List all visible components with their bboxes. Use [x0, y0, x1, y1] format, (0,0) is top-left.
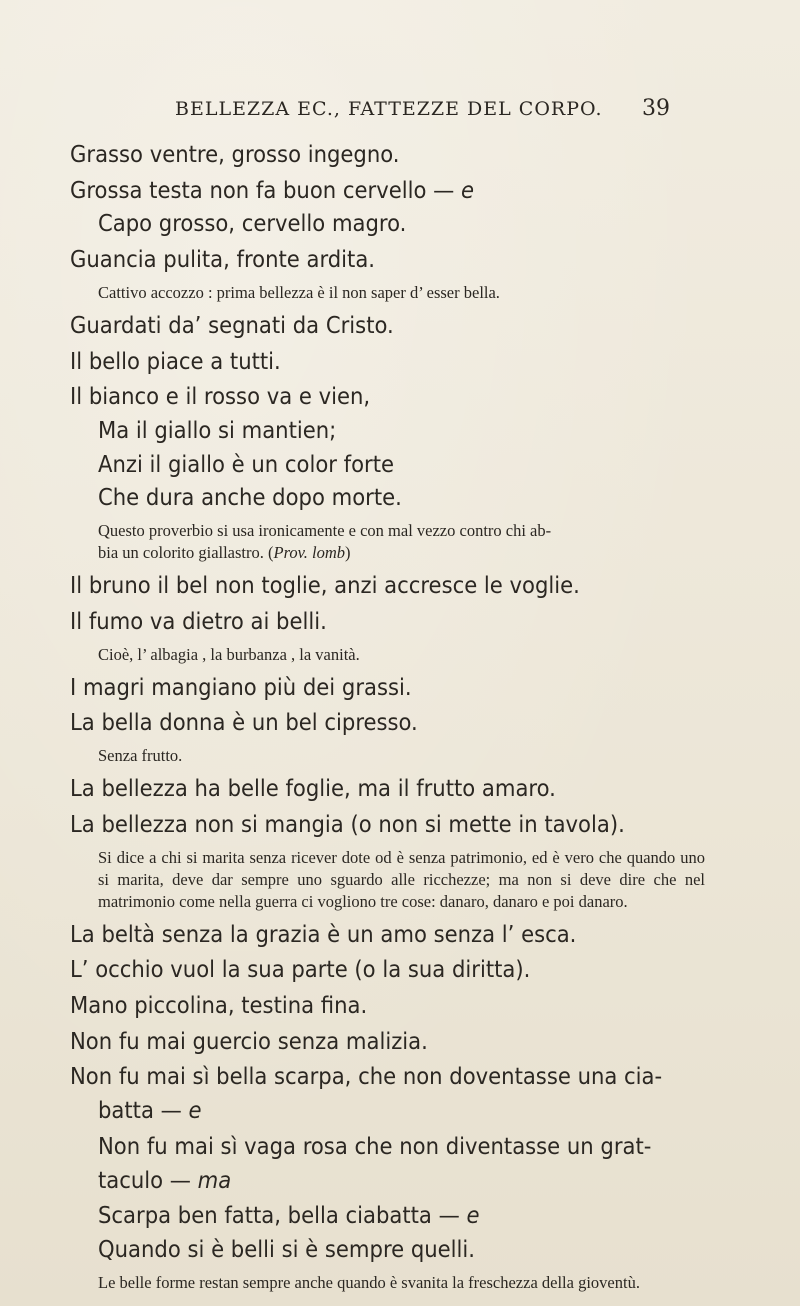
proverb-line: La bella donna è un bel cipresso. [70, 708, 418, 737]
commentary-note: Cattivo accozzo : prima bellezza è il non saper d’ esser bella. [98, 282, 500, 302]
proverb-line: La bellezza ha belle foglie, ma il frutto amaro. [70, 774, 556, 803]
proverb-line: L’ occhio vuol la sua parte (o la sua diritta). [70, 955, 531, 984]
proverb-line: Anzi il giallo è un color forte [98, 449, 395, 478]
proverb-line: Che dura anche dopo morte. [98, 483, 402, 512]
commentary-note: Questo proverbio si usa ironicamente e con mal vezzo contro chi ab- bia un colorito giallastro. (Prov. lomb) [98, 521, 552, 563]
proverb-line: taculo — ma [98, 1165, 232, 1194]
proverb-line: Non fu mai guercio senza malizia. [70, 1026, 428, 1055]
proverb-line: Non fu mai sì vaga rosa che non diventasse un grat- [98, 1131, 652, 1160]
commentary-note: Le belle forme restan sempre anche quando è svanita la freschezza della gioventù. [98, 1272, 640, 1292]
proverb-line: Grasso ventre, grosso ingegno. [70, 140, 400, 168]
page-body [70, 135, 705, 1302]
conjunction: e [460, 175, 474, 204]
page-header [175, 98, 670, 128]
proverb-line: batta — e [98, 1096, 202, 1125]
proverb-line: La beltà senza la grazia è un amo senza l’ esca. [70, 919, 577, 948]
proverb-line: Il bello piace a tutti. [70, 346, 281, 375]
proverb-line: Guardati da’ segnati da Cristo. [70, 310, 394, 339]
proverb-line: Capo grosso, cervello magro. [98, 209, 407, 238]
proverb-line: Guancia pulita, fronte ardita. [70, 245, 375, 274]
proverb-line: Il bianco e il rosso va e vien, [70, 382, 371, 411]
proverb-line: Scarpa ben fatta, bella ciabatta — e [98, 1201, 480, 1230]
running-head: BELLEZZA EC., FATTEZZE DEL CORPO. [175, 98, 603, 120]
proverb-line: Non fu mai sì bella scarpa, che non doventasse una cia- [70, 1062, 663, 1091]
proverb-line: Il fumo va dietro ai belli. [70, 606, 327, 635]
proverb-line: La bellezza non si mangia (o non si mette in tavola). [70, 809, 625, 838]
commentary-note: Cioè, l’ albagia , la burbanza , la vanità. [98, 644, 360, 664]
source-citation: Prov. lomb [273, 543, 346, 563]
commentary-note: Senza frutto. [98, 746, 183, 766]
proverb-line: I magri mangiano più dei grassi. [70, 672, 412, 701]
proverb-line: Quando si è belli si è sempre quelli. [98, 1234, 476, 1263]
page-number: 39 [642, 96, 670, 121]
proverb-line: Ma il giallo si mantien; [98, 416, 337, 445]
proverb-line: Il bruno il bel non toglie, anzi accresce le voglie. [70, 571, 580, 600]
proverb-line: Grossa testa non fa buon cervello — e [70, 175, 474, 204]
commentary-note: Si dice a chi si marita senza ricever dote od è senza patrimonio, ed è vero che quando uno si marita, deve dar sempre uno sguardo alle ricchezze; ma non si deve dire che nel matrimonio come nella guerra ci vogliono tre cose: danaro, danaro e poi danaro. [98, 847, 705, 911]
proverb-line: Mano piccolina, testina fina. [70, 990, 368, 1019]
